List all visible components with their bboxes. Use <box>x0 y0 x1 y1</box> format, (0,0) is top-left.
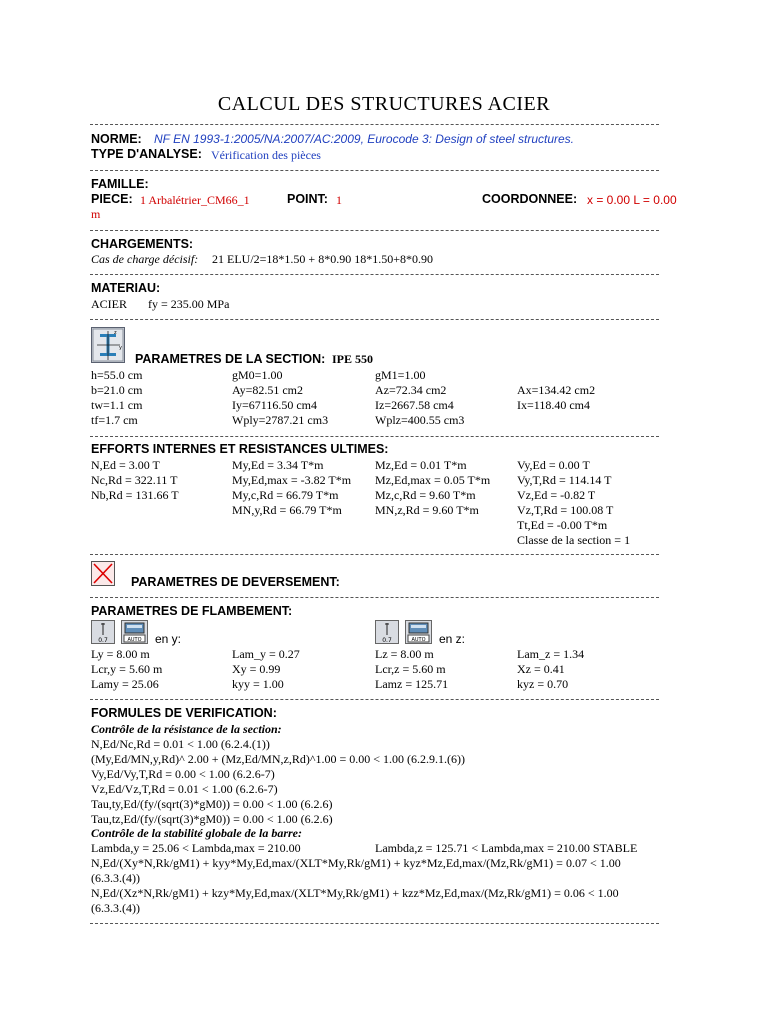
material-fy: fy = 235.00 MPa <box>148 297 230 311</box>
global-stability-heading: Contrôle de la stabilité globale de la barre: <box>91 826 302 840</box>
famille-label: FAMILLE: <box>91 177 149 191</box>
section-ay: Ay=82.51 cm2 <box>232 383 303 397</box>
effort-mzcrd: Mz,c,Rd = 9.60 T*m <box>375 488 476 502</box>
lambda-y: Lambda,y = 25.06 < Lambda,max = 210.00 <box>91 841 301 855</box>
buckling-lcrz: Lcr,z = 5.60 m <box>375 662 446 676</box>
coordonnee-label: COORDONNEE: <box>482 192 578 206</box>
i-beam-section-icon[interactable] <box>91 327 125 363</box>
piece-value: 1 Arbalétrier_CM66_1 <box>140 193 250 207</box>
effort-mycrd: My,c,Rd = 66.79 T*m <box>232 488 339 502</box>
buckling-ly: Ly = 8.00 m <box>91 647 150 661</box>
buckling-xy: Xy = 0.99 <box>232 662 281 676</box>
section-label: PARAMETRES DE LA SECTION: <box>135 352 326 366</box>
icon-label-07: 0.7 <box>382 637 392 644</box>
buckling-lz: Lz = 8.00 m <box>375 647 434 661</box>
materiau-label: MATERIAU: <box>91 281 161 295</box>
point-value: 1 <box>336 193 342 207</box>
buckling-coefficient-z-icon[interactable] <box>375 620 399 644</box>
buckling-kyy: kyy = 1.00 <box>232 677 284 691</box>
divider <box>90 597 659 598</box>
section-h: h=55.0 cm <box>91 368 143 382</box>
buckling-lam-z: Lam_z = 1.34 <box>517 647 585 661</box>
icon-label-auto: AUTO <box>411 637 426 643</box>
buckling-lamz: Lamz = 125.71 <box>375 677 449 691</box>
formula-line: (6.3.3.(4)) <box>91 901 140 915</box>
formula-line: (My,Ed/MN,y,Rd)^ 2.00 + (Mz,Ed/MN,z,Rd)^1.00 = 0.00 < 1.00 (6.2.9.1.(6)) <box>91 752 465 766</box>
effort-mnzrd: MN,z,Rd = 9.60 T*m <box>375 503 479 517</box>
effort-mnyrd: MN,y,Rd = 66.79 T*m <box>232 503 342 517</box>
section-gm0: gM0=1.00 <box>232 368 283 382</box>
formula-line: Vy,Ed/Vy,T,Rd = 0.00 < 1.00 (6.2.6-7) <box>91 767 275 781</box>
flambement-label: PARAMETRES DE FLAMBEMENT: <box>91 604 293 618</box>
load-case-label: Cas de charge décisif: <box>91 252 199 266</box>
effort-tted: Tt,Ed = -0.00 T*m <box>517 518 608 532</box>
section-gm1: gM1=1.00 <box>375 368 426 382</box>
section-az: Az=72.34 cm2 <box>375 383 447 397</box>
svg-text:z: z <box>114 330 117 336</box>
formula-line: Vz,Ed/Vz,T,Rd = 0.01 < 1.00 (6.2.6-7) <box>91 782 278 796</box>
section-wplz: Wplz=400.55 cm3 <box>375 413 465 427</box>
buckling-xz: Xz = 0.41 <box>517 662 565 676</box>
section-b: b=21.0 cm <box>91 383 143 397</box>
coordonnee-unit: m <box>91 207 101 221</box>
type-analyse-label: TYPE D'ANALYSE: <box>91 147 202 161</box>
section-ax: Ax=134.42 cm2 <box>517 383 596 397</box>
formula-line: Tau,ty,Ed/(fy/(sqrt(3)*gM0)) = 0.00 < 1.00 (6.2.6) <box>91 797 333 811</box>
divider <box>90 124 659 125</box>
auto-buckling-y-icon[interactable] <box>121 620 148 644</box>
formula-line: (6.3.3.(4)) <box>91 871 140 885</box>
piece-label: PIECE: <box>91 192 133 206</box>
section-class: Classe de la section = 1 <box>517 533 631 547</box>
effort-vzed: Vz,Ed = -0.82 T <box>517 488 596 502</box>
deversement-label: PARAMETRES DE DEVERSEMENT: <box>131 575 340 589</box>
divider <box>90 230 659 231</box>
coordonnee-value: x = 0.00 L = 0.00 <box>587 193 677 207</box>
auto-buckling-z-icon[interactable] <box>405 620 432 644</box>
divider <box>90 319 659 320</box>
effort-ncrd: Nc,Rd = 322.11 T <box>91 473 178 487</box>
chargements-label: CHARGEMENTS: <box>91 237 194 251</box>
flambement-en-z: en z: <box>439 632 466 646</box>
effort-myed: My,Ed = 3.34 T*m <box>232 458 324 472</box>
icon-label-auto: AUTO <box>127 637 142 643</box>
page-title: CALCUL DES STRUCTURES ACIER <box>217 93 551 115</box>
norme-label: NORME: <box>91 132 142 146</box>
section-tf: tf=1.7 cm <box>91 413 138 427</box>
section-iy: Iy=67116.50 cm4 <box>232 398 317 412</box>
lambda-z-stable: Lambda,z = 125.71 < Lambda,max = 210.00 STABLE <box>375 841 638 855</box>
section-iz: Iz=2667.58 cm4 <box>375 398 454 412</box>
effort-vyed: Vy,Ed = 0.00 T <box>517 458 590 472</box>
effort-vztrd: Vz,T,Rd = 100.08 T <box>517 503 614 517</box>
divider <box>90 923 659 924</box>
section-wply: Wply=2787.21 cm3 <box>232 413 329 427</box>
buckling-lam-y: Lam_y = 0.27 <box>232 647 300 661</box>
buckling-coefficient-y-icon[interactable] <box>91 620 115 644</box>
formula-line: N,Ed/Nc,Rd = 0.01 < 1.00 (6.2.4.(1)) <box>91 737 270 751</box>
flambement-en-y: en y: <box>155 632 182 646</box>
divider <box>90 699 659 700</box>
divider <box>90 436 659 437</box>
divider <box>90 274 659 275</box>
effort-vytrd: Vy,T,Rd = 114.14 T <box>517 473 612 487</box>
effort-nbrd: Nb,Rd = 131.66 T <box>91 488 179 502</box>
buckling-kyz: kyz = 0.70 <box>517 677 569 691</box>
section-profile: IPE 550 <box>332 352 374 366</box>
divider <box>90 170 659 171</box>
load-case-value: 21 ELU/2=18*1.50 + 8*0.90 18*1.50+8*0.90 <box>212 252 433 266</box>
divider <box>90 554 659 555</box>
effort-mzedmax: Mz,Ed,max = 0.05 T*m <box>375 473 491 487</box>
effort-myedmax: My,Ed,max = -3.82 T*m <box>232 473 352 487</box>
material-name: ACIER <box>91 297 127 311</box>
section-ix: Ix=118.40 cm4 <box>517 398 590 412</box>
buckling-lamy: Lamy = 25.06 <box>91 677 159 691</box>
formula-line: N,Ed/(Xz*N,Rk/gM1) + kzy*My,Ed,max/(XLT*My,Rk/gM1) + kzz*Mz,Ed,max/(Mz,Rk/gM1) = 0.06 < 1.00 <box>91 886 619 900</box>
efforts-label: EFFORTS INTERNES ET RESISTANCES ULTIMES: <box>91 442 389 456</box>
section-tw: tw=1.1 cm <box>91 398 143 412</box>
formula-line: N,Ed/(Xy*N,Rk/gM1) + kyy*My,Ed,max/(XLT*My,Rk/gM1) + kyz*Mz,Ed,max/(Mz,Rk/gM1) = 0.07 < 1.00 <box>91 856 621 870</box>
point-label: POINT: <box>287 192 328 206</box>
effort-ned: N,Ed = 3.00 T <box>91 458 160 472</box>
type-analyse-value: Vérification des pièces <box>211 148 321 162</box>
effort-mzed: Mz,Ed = 0.01 T*m <box>375 458 467 472</box>
section-resistance-heading: Contrôle de la résistance de la section: <box>91 722 282 736</box>
close-icon[interactable] <box>91 561 115 586</box>
formula-line: Tau,tz,Ed/(fy/(sqrt(3)*gM0)) = 0.00 < 1.00 (6.2.6) <box>91 812 333 826</box>
norme-value: NF EN 1993-1:2005/NA:2007/AC:2009, Eurocode 3: Design of steel structures. <box>154 132 575 146</box>
icon-label-07: 0.7 <box>98 637 108 644</box>
svg-text:y: y <box>119 345 122 351</box>
buckling-lcry: Lcr,y = 5.60 m <box>91 662 163 676</box>
formules-label: FORMULES DE VERIFICATION: <box>91 706 277 720</box>
